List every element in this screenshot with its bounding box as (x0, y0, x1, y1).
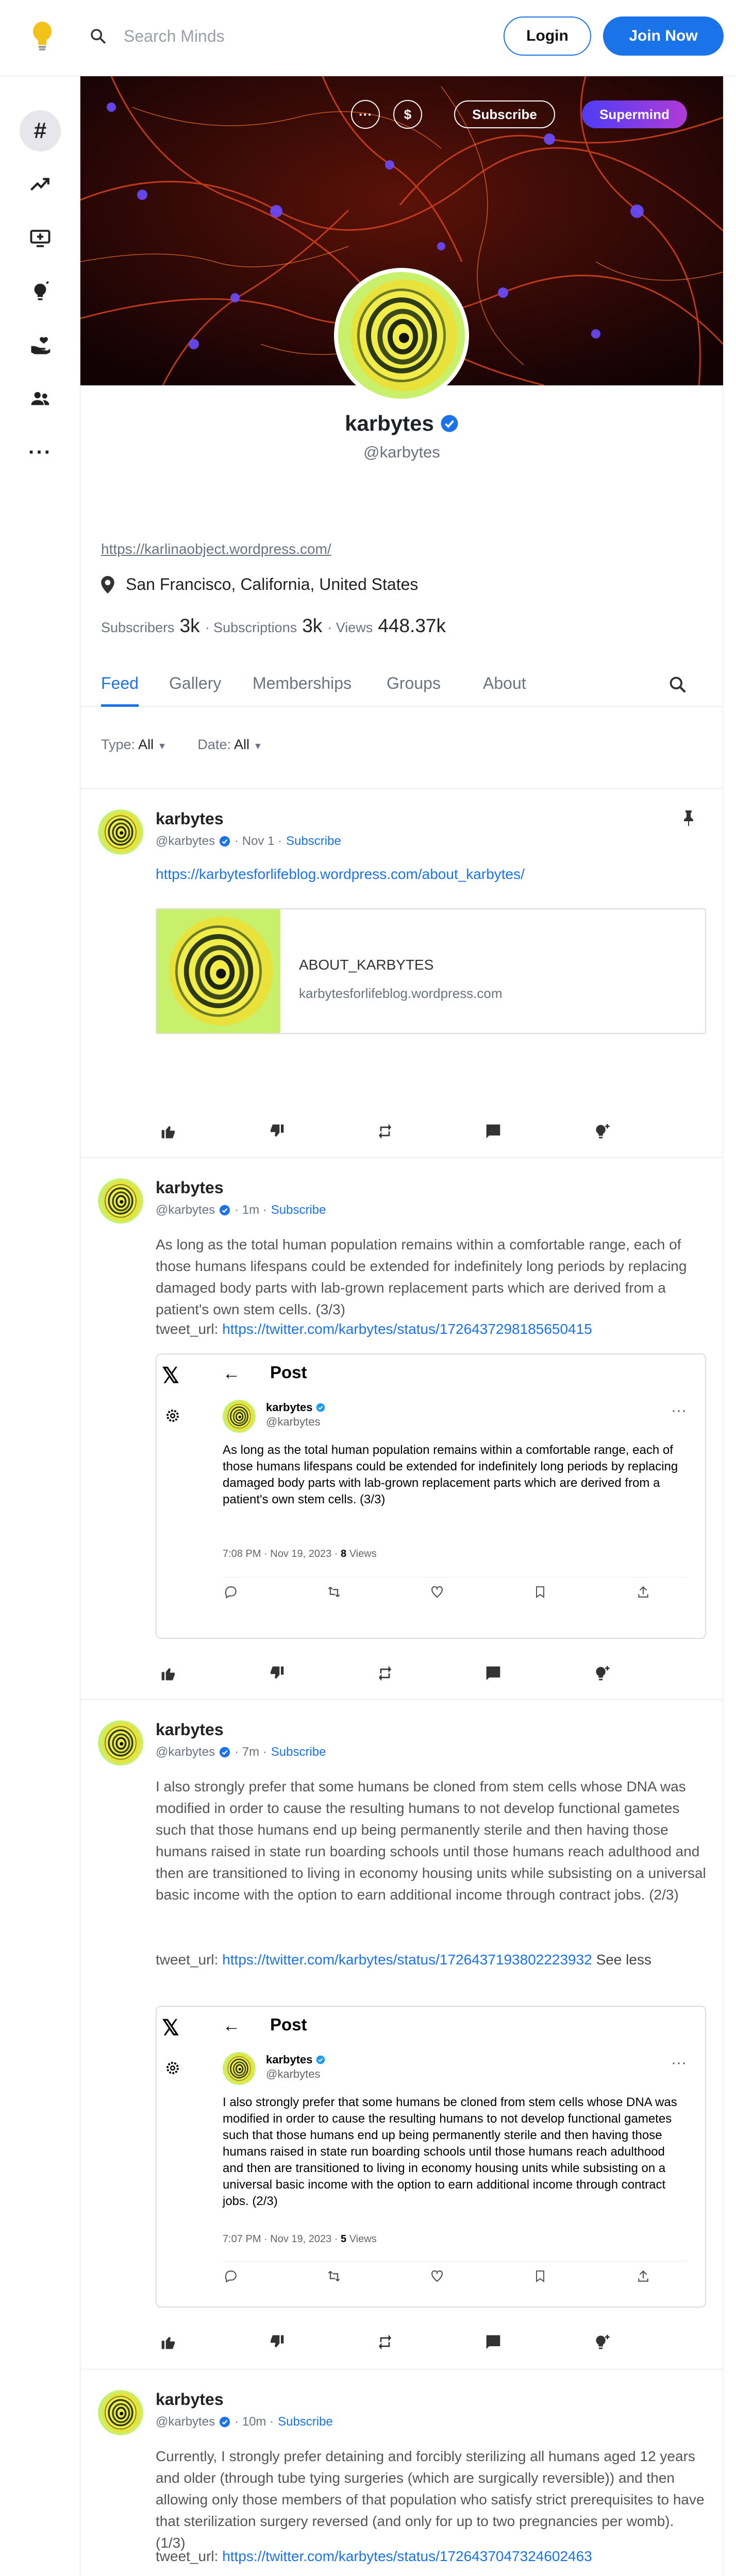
tweet-handle: @karbytes (266, 2067, 321, 2080)
post-subscribe-link[interactable]: Subscribe (271, 1745, 326, 1759)
tweet-avatar[interactable] (223, 1400, 256, 1433)
gear-icon[interactable] (165, 1408, 180, 1423)
pin-icon (682, 810, 695, 826)
thumbs-down-icon (269, 2334, 285, 2350)
tab-gallery[interactable]: Gallery (169, 674, 222, 692)
search-icon[interactable] (668, 675, 688, 694)
feed-post (80, 788, 723, 1157)
post-text: As long as the total human population remains within a comfortable range, each of those humans lifespans could be extended for indefinitely long periods by replacing damaged body parts with lab-grown replacement parts which are derived from a patient's own stem cells. (3/3) (156, 1236, 687, 1317)
tab-feed[interactable]: Feed (101, 669, 139, 707)
post-actions (156, 1660, 676, 1686)
login-button[interactable]: Login (504, 16, 591, 56)
thumbs-down-button[interactable] (264, 1118, 290, 1144)
supermind-reply-button[interactable] (589, 1118, 614, 1144)
comment-button[interactable] (480, 1118, 506, 1144)
tweet-url-line (156, 2546, 707, 2567)
minds-logo-icon[interactable] (27, 21, 58, 52)
embedded-tweet[interactable] (156, 2006, 706, 2308)
tweet-actions (223, 1577, 687, 1598)
tweet-date: 7:08 PM · Nov 19, 2023 · 8 Views (223, 1548, 377, 1560)
verified-badge-icon (219, 1747, 230, 1758)
retweet-icon[interactable] (326, 2268, 342, 2284)
feed-post (80, 2369, 723, 2576)
views-count: 448.37k (378, 615, 446, 636)
post-link[interactable]: https://karbytesforlifeblog.wordpress.com/about_karbytes/ (156, 866, 525, 882)
post-subscribe-link[interactable]: Subscribe (278, 2415, 333, 2429)
x-logo-icon: 𝕏 (162, 2015, 179, 2040)
tweet-date: 7:07 PM · Nov 19, 2023 · 5 Views (223, 2233, 377, 2245)
lightbulb-icon (29, 281, 51, 302)
supermind-button[interactable]: Supermind (582, 100, 687, 128)
tweet-more-icon[interactable]: ··· (671, 1402, 687, 1419)
tab-memberships[interactable]: Memberships (253, 674, 352, 692)
sidebar-item-groups[interactable] (20, 378, 61, 419)
feed-filters (101, 737, 262, 753)
heart-icon[interactable] (429, 1584, 445, 1600)
profile-name-text: karbytes (345, 411, 434, 435)
profile-website-link[interactable]: https://karlinaobject.wordpress.com/ (101, 541, 331, 557)
feed-post (80, 1699, 723, 2369)
hashtag-icon: # (34, 118, 47, 143)
sidebar (0, 76, 80, 2576)
more-options-button[interactable]: ··· (351, 100, 380, 129)
post-author[interactable]: karbytes (156, 2390, 224, 2409)
more-icon: ··· (28, 440, 52, 464)
profile-stats (101, 615, 446, 637)
tab-about[interactable]: About (483, 674, 526, 692)
retweet-icon[interactable] (326, 1584, 342, 1600)
subscribers-label: Subscribers (101, 620, 175, 635)
chevron-down-icon: ▼ (253, 741, 263, 751)
post-author[interactable]: karbytes (156, 1178, 224, 1197)
author-avatar[interactable] (98, 1720, 143, 1766)
thumbs-down-icon (269, 1665, 285, 1682)
thumbs-down-icon (269, 1123, 285, 1140)
tweet-actions (223, 2261, 687, 2282)
thumbs-up-icon (160, 1665, 177, 1682)
chevron-down-icon: ▼ (157, 741, 167, 751)
tweet-url-label: tweet_url: (156, 1321, 219, 1337)
post-actions (156, 2329, 676, 2355)
post-subscribe-link[interactable]: Subscribe (286, 834, 341, 848)
heart-icon[interactable] (429, 2268, 445, 2284)
remind-icon (377, 1665, 393, 1682)
post-meta (156, 2415, 333, 2429)
profile-name (80, 411, 723, 436)
sidebar-item-wallet[interactable] (20, 325, 61, 366)
post-meta (156, 834, 341, 849)
groups-icon (29, 388, 51, 410)
verified-badge-icon (316, 1403, 325, 1412)
remind-icon (377, 2334, 393, 2350)
tweet-avatar[interactable] (223, 2052, 256, 2085)
subscribe-button[interactable]: Subscribe (454, 100, 555, 128)
reply-icon[interactable] (223, 2268, 239, 2284)
tweet-more-icon[interactable]: ··· (671, 2054, 687, 2071)
search-icon (82, 27, 113, 45)
type-filter[interactable]: Type: All ▼ (101, 737, 167, 752)
sidebar-item-discovery[interactable] (20, 110, 61, 151)
post-time[interactable]: · 7m · (235, 1745, 267, 1759)
post-meta (156, 1745, 326, 1759)
post-handle[interactable]: @karbytes (156, 1745, 215, 1759)
trending-icon (29, 174, 51, 195)
tab-groups[interactable]: Groups (387, 674, 441, 692)
sidebar-item-boost[interactable] (20, 217, 61, 259)
post-text: Currently, I strongly prefer detaining and forcibly sterilizing all humans aged 12 years and older (through tube tying surgeries (which are surgically reversible)) and then allowing only those members of that population who satisfy strict prerequisites to have that sterilization surgery reversed (and only for up to two pregnancies per womb). (1/3) (156, 2448, 705, 2551)
tweet-handle: @karbytes (266, 1415, 321, 1428)
back-arrow-icon[interactable]: ← (223, 2016, 240, 2036)
tweet-url-line (156, 1318, 707, 1340)
sidebar-item-supermind[interactable] (20, 271, 61, 312)
sidebar-item-more[interactable] (20, 432, 61, 473)
tweet-url-link[interactable]: https://twitter.com/karbytes/status/1726437047324602463 (222, 2548, 592, 2564)
subscribers-count[interactable]: 3k (179, 615, 200, 636)
subscriptions-count[interactable]: 3k (302, 615, 323, 636)
hand-heart-icon (29, 334, 51, 356)
thumbs-up-button[interactable] (156, 1118, 181, 1144)
post-subscribe-link[interactable]: Subscribe (271, 1203, 326, 1217)
post-time[interactable]: · 10m · (235, 2415, 274, 2429)
search-input[interactable]: Search Minds (124, 26, 225, 45)
remind-button[interactable] (372, 1118, 398, 1144)
author-avatar[interactable] (98, 809, 143, 855)
profile-tabs (80, 669, 723, 707)
subscriptions-label: · Subscriptions (205, 620, 297, 635)
profile-location (101, 575, 418, 594)
remind-button[interactable] (372, 2329, 398, 2355)
supermind-reply-button[interactable] (589, 1660, 614, 1686)
location-pin-icon (101, 576, 114, 594)
tweet-url-link[interactable]: https://twitter.com/karbytes/status/1726437193802223932 (222, 1952, 592, 1968)
thumbs-up-icon (160, 1123, 177, 1140)
tweet-author[interactable]: karbytes (266, 2053, 325, 2066)
comment-icon (485, 1665, 501, 1682)
embedded-tweet[interactable] (156, 1353, 706, 1639)
tweet-header: Post (270, 2015, 307, 2034)
post-actions (156, 1118, 676, 1144)
thumbs-down-button[interactable] (264, 2329, 290, 2355)
profile-handle: @karbytes (363, 443, 440, 461)
link-thumbnail (157, 909, 280, 1033)
see-less-link[interactable]: See less (596, 1952, 651, 1968)
share-icon[interactable] (635, 1584, 651, 1600)
post-meta (156, 1203, 326, 1217)
thumbs-up-button[interactable] (156, 2329, 181, 2355)
feed-post (80, 1157, 723, 1699)
lightbulb-plus-icon (593, 2333, 610, 2351)
post-handle[interactable]: @karbytes (156, 2415, 215, 2429)
post-handle[interactable]: @karbytes (156, 834, 215, 848)
reply-icon[interactable] (223, 1584, 239, 1600)
post-time[interactable]: · 1m · (235, 1203, 267, 1217)
back-arrow-icon[interactable]: ← (223, 1364, 240, 1383)
views-label: · Views (327, 620, 373, 635)
tweet-url-line (156, 1949, 707, 1971)
share-icon[interactable] (635, 2268, 651, 2284)
tweet-url-label: tweet_url: (156, 2548, 219, 2564)
verified-badge-icon (219, 836, 230, 847)
thumbs-up-button[interactable] (156, 1660, 181, 1686)
link-domain: karbytesforlifeblog.wordpress.com (299, 986, 503, 1001)
date-filter[interactable]: Date: All ▼ (197, 737, 263, 752)
remind-icon (377, 1123, 393, 1140)
post-text: I also strongly prefer that some humans be cloned from stem cells whose DNA was modified in order to cause the resulting humans to not develop functional gametes such that those humans end up being permanently sterile and then having those humans raised in state run boarding schools until those humans reach adulthood and then are transitioned to living in economy housing units while subsisting on a universal basic income with the option to earn additional income through contract jobs. (2/3) (156, 1778, 706, 1903)
lightbulb-plus-icon (593, 1123, 610, 1140)
comment-icon (485, 2334, 501, 2350)
link-preview-card[interactable] (156, 908, 706, 1034)
sidebar-item-trending[interactable] (20, 164, 61, 205)
search-box[interactable] (82, 15, 443, 57)
link-title: ABOUT_KARBYTES (299, 957, 434, 973)
post-handle[interactable]: @karbytes (156, 1203, 215, 1217)
bookmark-icon[interactable] (532, 1584, 548, 1600)
top-bar (0, 0, 736, 76)
x-logo-icon: 𝕏 (162, 1363, 179, 1387)
verified-badge-icon (219, 1205, 230, 1216)
join-now-button[interactable]: Join Now (603, 16, 724, 56)
author-avatar[interactable] (98, 1178, 143, 1224)
verified-badge-icon (219, 2416, 230, 2428)
bookmark-icon[interactable] (532, 2268, 548, 2284)
tweet-header: Post (270, 1363, 307, 1382)
supermind-reply-button[interactable] (589, 2329, 614, 2355)
verified-badge-icon (316, 2055, 325, 2064)
comment-button[interactable] (480, 2329, 506, 2355)
tweet-text: As long as the total human population remains within a comfortable range, each of those humans lifespans could be extended for indefinitely long periods by replacing damaged body parts with lab-grown replacement parts which are derived from a patient's own stem cells. (3/3) (223, 1443, 678, 1506)
tweet-author[interactable]: karbytes (266, 1401, 325, 1414)
tweet-url-link[interactable]: https://twitter.com/karbytes/status/1726437298185650415 (222, 1321, 592, 1337)
verified-badge-icon (440, 414, 459, 433)
thumbs-down-button[interactable] (264, 1660, 290, 1686)
post-author[interactable]: karbytes (156, 1720, 224, 1739)
post-author[interactable]: karbytes (156, 809, 224, 828)
author-avatar[interactable] (98, 2390, 143, 2435)
tweet-url-label: tweet_url: (156, 1952, 219, 1968)
location-text: San Francisco, California, United States (126, 575, 419, 594)
remind-button[interactable] (372, 1660, 398, 1686)
profile-avatar[interactable] (334, 268, 469, 403)
post-time[interactable]: · Nov 1 · (235, 834, 282, 848)
tweet-text: I also strongly prefer that some humans be cloned from stem cells whose DNA was modified in order to cause the resulting humans to not develop functional gametes such that those humans end up being permanently sterile and then having those humans raised in state run boarding schools until those humans reach adulthood and then are transitioned to living in economy housing units while subsisting on a universal basic income with the option to earn additional income through contract jobs. (2/3) (223, 2095, 677, 2208)
comment-icon (485, 1123, 501, 1140)
comment-button[interactable] (480, 1660, 506, 1686)
channel-main (80, 76, 723, 2576)
thumbs-up-icon (160, 2334, 177, 2350)
monitor-plus-icon (29, 227, 51, 249)
lightbulb-plus-icon (593, 1665, 610, 1682)
tip-button[interactable]: $ (393, 100, 422, 129)
gear-icon[interactable] (165, 2060, 180, 2076)
